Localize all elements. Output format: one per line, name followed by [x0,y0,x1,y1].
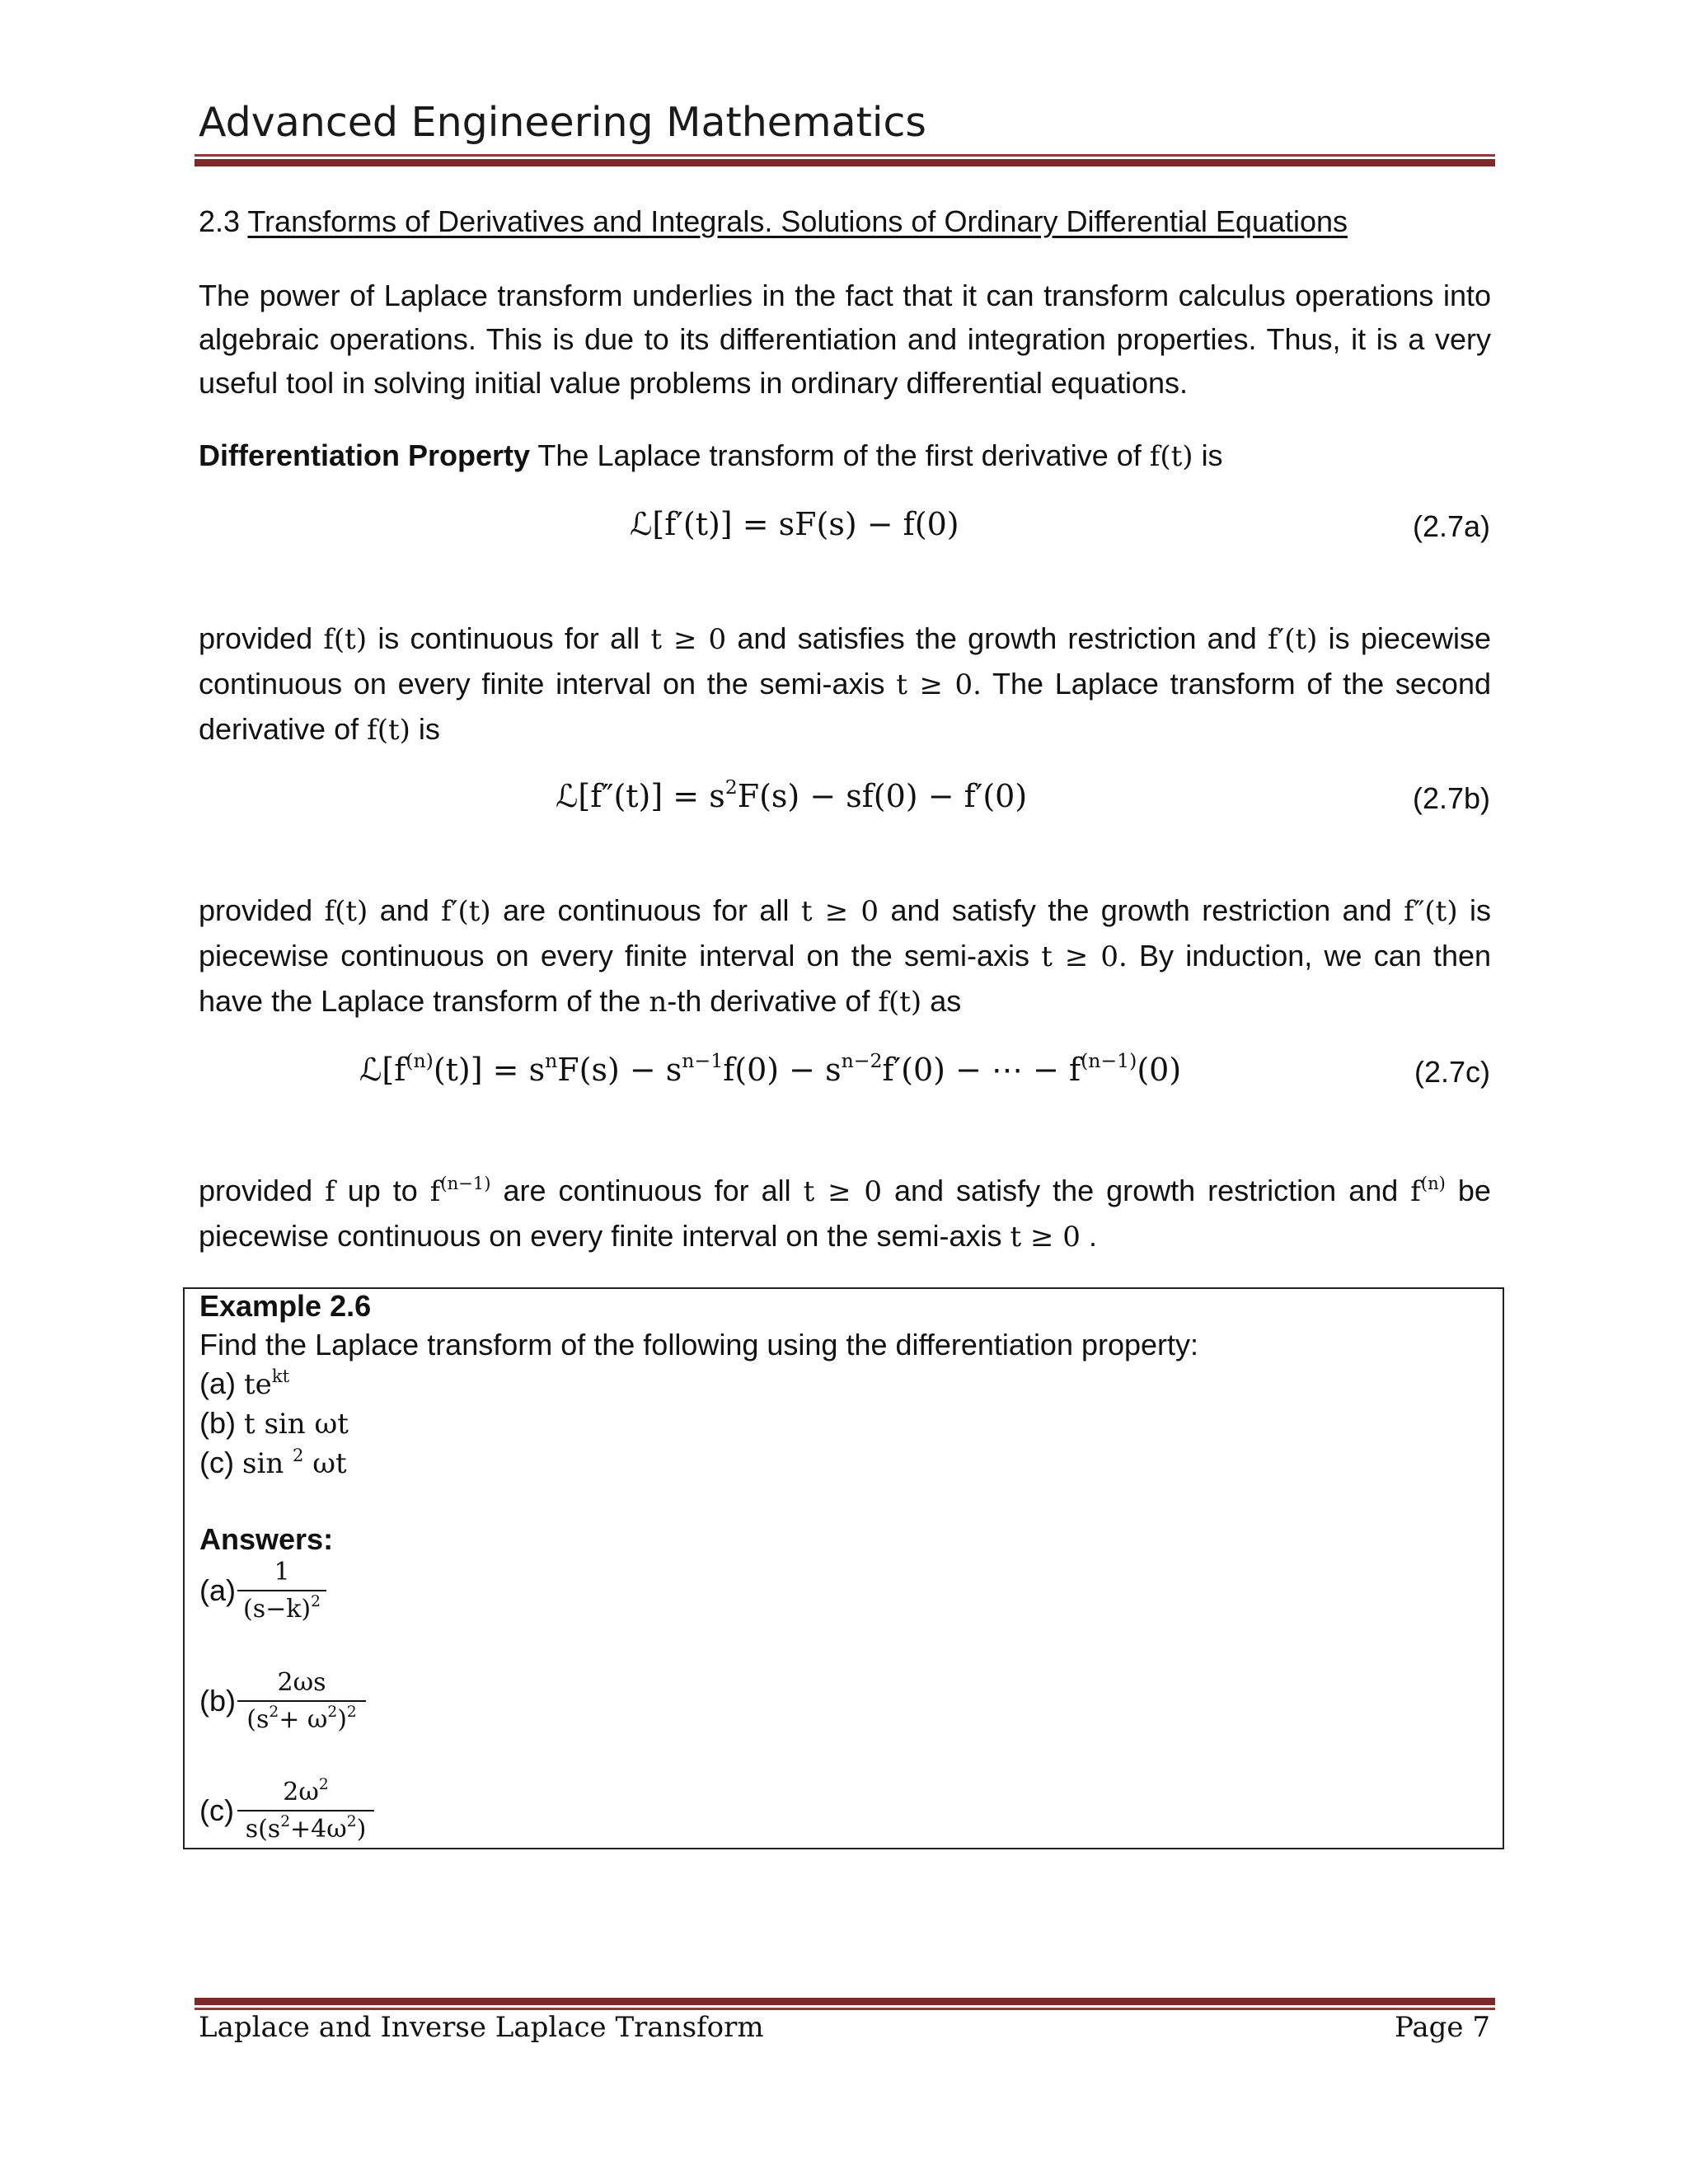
footer-chapter-title: Laplace and Inverse Laplace Transform [199,2011,764,2044]
answer-c-label: (c) [199,1793,234,1827]
running-header-title: Advanced Engineering Mathematics [199,99,926,146]
answer-a-label: (a) [199,1573,236,1607]
intro-paragraph: The power of Laplace transform underlies in the fact that it can transform calculus operations into algebraic operations. This is due to its differentiation and integration properties. Thus, it is a very useful tool in solving initial value problems in ordinary differential equations. [199,279,1491,400]
section-heading [199,204,1348,239]
equation-number-2-7c: (2.7c) [1414,1055,1490,1089]
page-number: Page 7 [1395,2011,1490,2044]
header-rule-thin [195,154,1495,157]
answers-label: Answers: [199,1522,334,1556]
answer-a-fraction: $\frac{1}{(s-k)^2}$ [237,1558,326,1624]
paragraph-second-derivative-conditions: provided f(t) and f′(t) are continuous for all t ≥ 0 and satisfy the growth restriction and f″(t) is piecewise continuous on every finite interval on the semi-axis t ≥ 0. By induction, we can then have the Laplace transform of the n-th derivative of f(t) as [199,893,1492,1019]
equation-2-7a: ℒ[f′(t)] = sF(s) − f(0) [630,506,959,542]
example-title: Example 2.6 [199,1289,372,1323]
example-box [183,1287,1504,1849]
footer-rule-thick [195,1998,1495,2005]
paragraph-nth-derivative-conditions: provided f up to $f^{(n-1)}$ are continuous for all t ≥ 0 and satisfy the growth restriction and $f^{(n)}$ be piecewise continuous on every finite interval on the semi-axis t ≥ 0 . [199,1172,1491,1254]
paragraph-first-derivative-conditions: provided f(t) is continuous for all t ≥ 0 and satisfies the growth restriction and f′(t) is piecewise continuous on every finite interval on the semi-axis t ≥ 0. The Laplace transform of the second derivative of f(t) is [199,621,1491,747]
equation-number-2-7a: (2.7a) [1412,509,1490,543]
equation-2-7b: ℒ[f″(t)] = $s^2F(s) - sf(0) - f'(0)$ [556,776,1028,814]
equation-2-7c: $ℒ[f^{(n)}(t)] = s^nF(s) - s^{n-1}f(0) - s^{n-2}f'(0)$ − ⋯ − $f^{(n-1)}(0)$ [359,1049,1182,1088]
answer-b-fraction: $\frac{2\omega s}{(s^2+ \omega^2)^2}$ [237,1668,366,1734]
answer-c-fraction: $\frac{2\omega^2}{s(s^2+4\omega^2)}$ [237,1778,374,1844]
section-number: 2.3 [199,204,241,238]
equation-number-2-7b: (2.7b) [1412,781,1490,815]
answer-b-label: (b) [199,1684,236,1718]
example-prompt: Find the Laplace transform of the following using the differentiation property: [199,1328,1199,1361]
section-title: Transforms of Derivatives and Integrals. Solutions of Ordinary Differential Equations [247,204,1348,238]
footer-rule-thin [195,2008,1495,2010]
diff-property-label: Differentiation Property [199,438,531,472]
example-item-c: (c) sin $^2$ ωt [199,1444,347,1480]
example-item-b: (b) t sin ωt [199,1406,349,1441]
diff-property-paragraph: Differentiation Property The Laplace transform of the first derivative of f(t) is [199,438,1223,473]
header-rule-thick [195,159,1495,166]
example-item-a: (a) $te^{kt}$ [199,1365,290,1401]
